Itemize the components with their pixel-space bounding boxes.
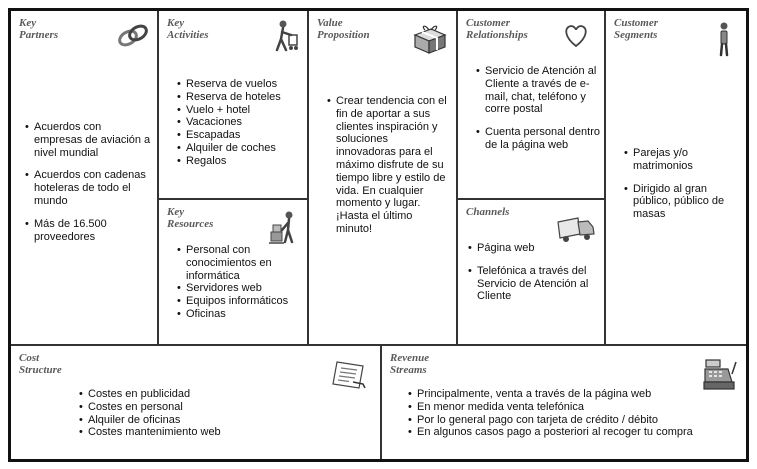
list-item: • Vacaciones [177, 116, 305, 129]
value-proposition-list [327, 95, 447, 236]
list-item: • Telefónica a través del Servicio de Atención al Cliente [468, 265, 600, 303]
key-activities-block [157, 11, 307, 198]
customer-relationships-title: Customer Relationships [466, 17, 528, 41]
channels-list [468, 242, 600, 303]
key-resources-block [157, 198, 307, 344]
list-item: • Alquiler de oficinas [79, 414, 369, 427]
list-item: • Personal con conocimientos en informática [177, 244, 305, 282]
value-proposition-block [307, 11, 456, 344]
cash-register-icon [702, 356, 740, 392]
list-item: • Alquiler de coches [177, 142, 305, 155]
invoice-icon [329, 360, 369, 390]
worker-with-cart-icon [271, 19, 299, 53]
worker-with-boxes-icon [269, 210, 301, 246]
person-icon [714, 21, 734, 57]
list-item: • Más de 16.500 proveedores [25, 218, 151, 244]
list-item: • Reserva de vuelos [177, 78, 305, 91]
list-item: • Costes mantenimiento web [79, 426, 369, 439]
list-item: • Vuelo + hotel [177, 104, 305, 117]
list-item: • Crear tendencia con el fin de aportar a sus clientes inspiración y soluciones innovadoras para el máximo disfrute de su tiempo libre y estilo de vida. En cualquier momento y lugar. ¡Hasta el último minuto! [327, 95, 447, 236]
customer-segments-title: Customer Segments [614, 17, 659, 41]
list-item: • Regalos [177, 155, 305, 168]
gift-box-icon [411, 23, 447, 55]
cost-structure-list [79, 388, 369, 439]
channels-title: Channels [466, 206, 510, 218]
list-item: • Costes en personal [79, 401, 369, 414]
list-item: • Oficinas [177, 308, 305, 321]
key-partners-title: Key Partners [19, 17, 59, 41]
business-model-canvas [8, 8, 749, 462]
key-resources-list [177, 244, 305, 321]
key-activities-list [177, 78, 305, 168]
cost-structure-block [11, 344, 380, 459]
list-item: • Cuenta personal dentro de la página web [476, 126, 602, 152]
key-partners-block [11, 11, 157, 344]
list-item: • Dirigido al gran público, público de masas [624, 183, 742, 221]
key-partners-list [25, 121, 151, 243]
list-item: • Reserva de hoteles [177, 91, 305, 104]
customer-segments-block [604, 11, 746, 344]
revenue-streams-title: Revenue Streams [390, 352, 430, 376]
customer-relationships-list [476, 65, 602, 152]
list-item: • Servidores web [177, 282, 305, 295]
list-item: • Página web [468, 242, 600, 255]
revenue-streams-block [380, 344, 746, 459]
list-item: • Equipos informáticos [177, 295, 305, 308]
list-item: • Costes en publicidad [79, 388, 369, 401]
heart-icon [562, 23, 590, 49]
list-item: • Escapadas [177, 129, 305, 142]
key-resources-title: Key Resources [167, 206, 214, 230]
delivery-truck-icon [556, 214, 596, 244]
list-item: • Acuerdos con cadenas hoteleras de todo el mundo [25, 169, 151, 207]
chain-links-icon [115, 21, 151, 51]
list-item: • Parejas y/o matrimonios [624, 147, 742, 173]
list-item: • En algunos casos pago a posteriori al recoger tu compra [408, 426, 708, 439]
cost-structure-title: Cost Structure [19, 352, 62, 376]
list-item: • Servicio de Atención al Cliente a través de e-mail, chat, teléfono y corre postal [476, 65, 602, 116]
revenue-streams-list [408, 388, 708, 439]
list-item: • Principalmente, venta a través de la página web [408, 388, 708, 401]
value-proposition-title: Value Proposition [317, 17, 370, 41]
key-activities-title: Key Activities [167, 17, 209, 41]
channels-block [456, 198, 604, 344]
customer-segments-list [624, 147, 742, 221]
list-item: • Por lo general pago con tarjeta de crédito / débito [408, 414, 708, 427]
list-item: • En menor medida venta telefónica [408, 401, 708, 414]
list-item: • Acuerdos con empresas de aviación a nivel mundial [25, 121, 151, 159]
customer-relationships-block [456, 11, 604, 198]
